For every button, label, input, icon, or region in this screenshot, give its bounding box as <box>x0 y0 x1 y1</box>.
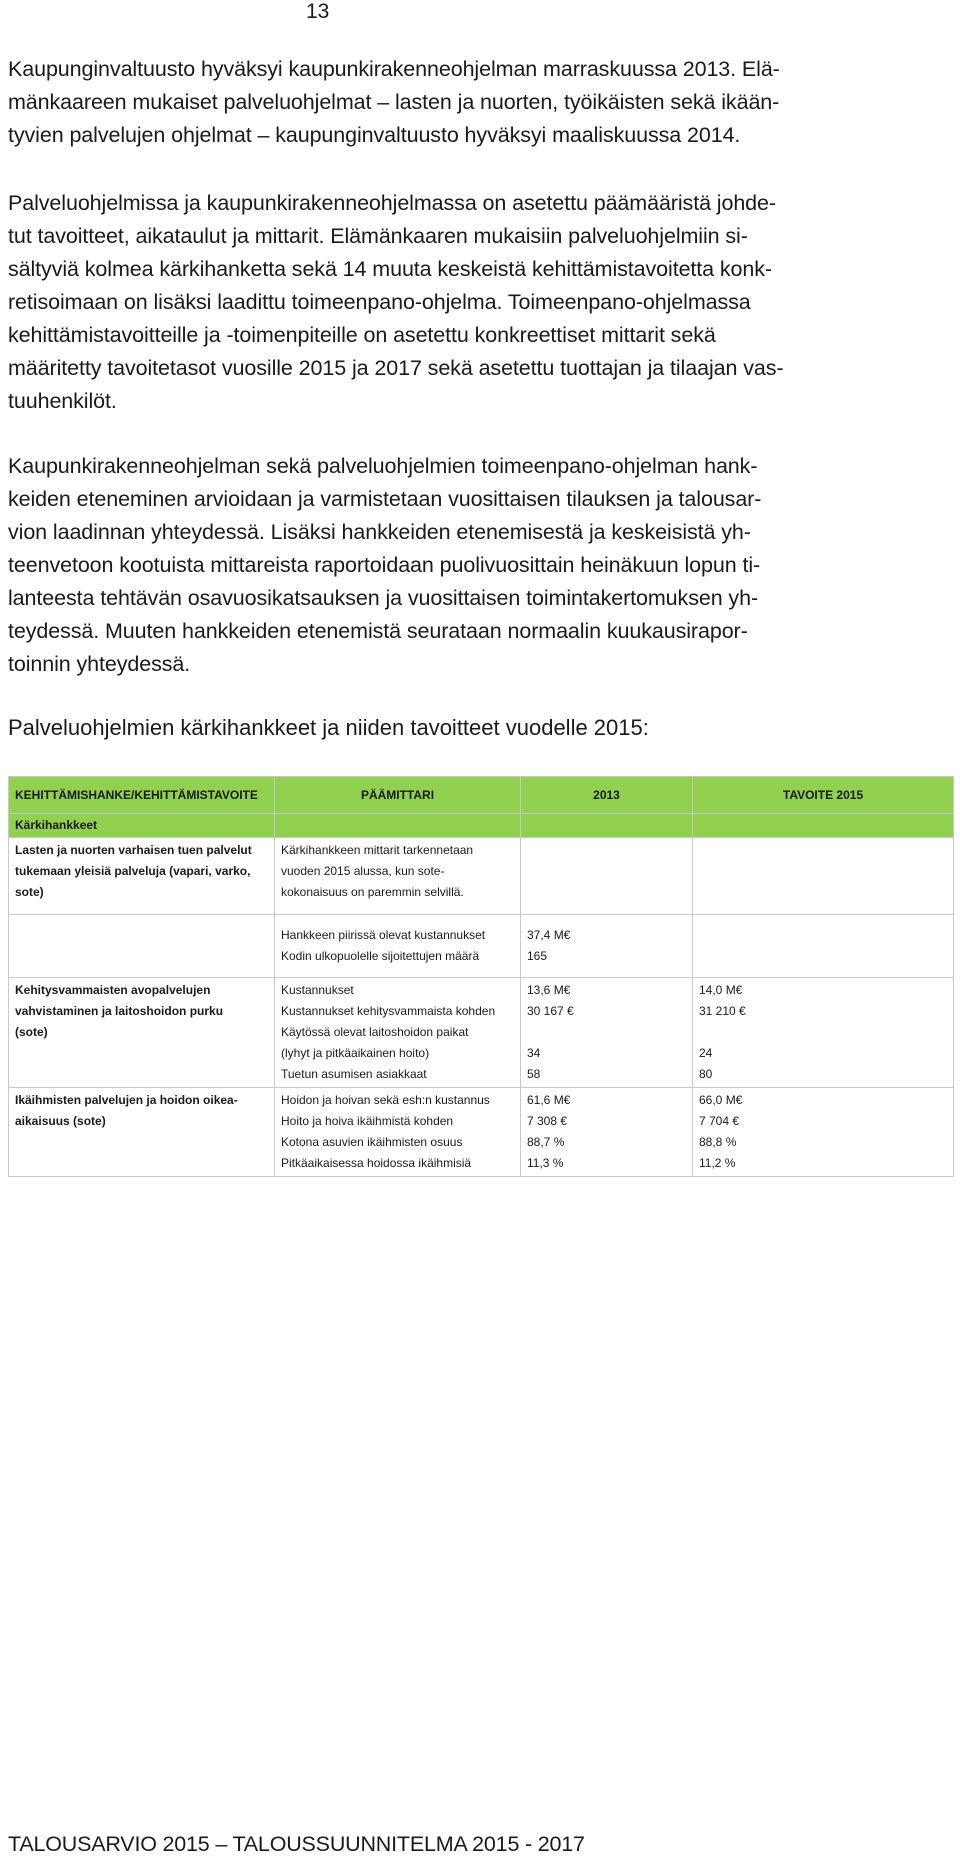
cell-line: vahvistaminen ja laitoshoidon purku <box>15 1004 224 1018</box>
cell-line: 88,7 % <box>527 1135 565 1149</box>
cell-line: Kotona asuvien ikäihmisten osuus <box>281 1135 463 1149</box>
cell-line: Hankkeen piirissä olevat kustannukset <box>281 928 486 942</box>
cell-line: 24 <box>699 1046 713 1060</box>
text-line: lanteesta tehtävän osavuosikatsauksen ja vuosittaisen toimintakertomuksen yh- <box>8 586 758 610</box>
paragraph-2 <box>8 187 898 418</box>
section-row <box>9 814 954 838</box>
table-cell-tavoite <box>693 1088 954 1177</box>
table-cell-hanke <box>9 1088 275 1177</box>
text-line: kehittämistavoitteille ja -toimenpiteille on asetettu konkreettiset mittarit sekä <box>8 323 716 347</box>
cell-line: sote) <box>15 885 44 899</box>
cell-line: 7 308 € <box>527 1114 568 1128</box>
cell-line: Kärkihankkeen mittarit tarkennetaan <box>281 843 474 857</box>
cell-line: vuoden 2015 alussa, kun sote- <box>281 864 445 878</box>
cell-line: 13,6 M€ <box>527 983 571 997</box>
text-line: teenvetoon kootuista mittareista raportoidaan puolivuosittain heinäkuun lopun ti- <box>8 553 761 577</box>
cell-line: kokonaisuus on paremmin selvillä. <box>281 885 464 899</box>
cell-line: Kustannukset <box>281 983 354 997</box>
table-cell-mittari <box>275 915 521 978</box>
cell-line: 11,2 % <box>699 1156 736 1170</box>
cell-line: Hoito ja hoiva ikäihmistä kohden <box>281 1114 454 1128</box>
section-label: Kärkihankkeet <box>9 814 275 838</box>
text-line: tut tavoitteet, aikataulut ja mittarit. Elämänkaaren mukaisiin palveluohjelmiin si- <box>8 224 748 248</box>
text-line: Kaupunginvaltuusto hyväksyi kaupunkirakenneohjelman marraskuussa 2013. Elä- <box>8 57 780 81</box>
header-tavoite-2015: TAVOITE 2015 <box>693 777 954 814</box>
table-cell-v2013 <box>521 838 693 915</box>
table-cell-v2013 <box>521 915 693 978</box>
table-cell-mittari <box>275 838 521 915</box>
cell-line: (lyhyt ja pitkäaikainen hoito) <box>281 1046 430 1060</box>
header-2013: 2013 <box>521 777 693 814</box>
table-cell-mittari <box>275 978 521 1088</box>
text-line: määritetty tavoitetasot vuosille 2015 ja 2017 sekä asetettu tuottajan ja tilaajan vas- <box>8 356 784 380</box>
cell-line: 7 704 € <box>699 1114 740 1128</box>
cell-line: 14,0 M€ <box>699 983 743 997</box>
cell-line: Lasten ja nuorten varhaisen tuen palvelut <box>15 843 252 857</box>
cell-line <box>527 1022 686 1043</box>
cell-line: Kodin ulkopuolelle sijoitettujen määrä <box>281 949 480 963</box>
text-line: Palveluohjelmissa ja kaupunkirakenneohjelmassa on asetettu päämääristä johde- <box>8 191 776 215</box>
text-line: tyvien palvelujen ohjelmat – kaupunginvaltuusto hyväksyi maaliskuussa 2014. <box>8 123 741 147</box>
cell-line: 34 <box>527 1046 541 1060</box>
table-cell-hanke <box>9 838 275 915</box>
cell-line <box>699 1022 947 1043</box>
cell-line: (sote) <box>15 1025 48 1039</box>
text-line: teydessä. Muuten hankkeiden etenemistä seurataan normaalin kuukausirapor- <box>8 619 748 643</box>
table-row <box>9 978 954 1088</box>
table-row <box>9 915 954 978</box>
table-cell-hanke <box>9 978 275 1088</box>
table-header-row <box>9 777 954 814</box>
table-caption: Palveluohjelmien kärkihankkeet ja niiden tavoitteet vuodelle 2015: <box>8 715 649 740</box>
text-line: retisoimaan on lisäksi laadittu toimeenpano-ohjelma. Toimeenpano-ohjelmassa <box>8 290 751 314</box>
paragraph-1 <box>8 53 898 152</box>
header-hanke: KEHITTÄMISHANKE/KEHITTÄMISTAVOITE <box>9 777 275 814</box>
cell-line: 37,4 M€ <box>527 928 571 942</box>
cell-line: Kehitysvammaisten avopalvelujen <box>15 983 211 997</box>
page-number: 13 <box>306 0 330 23</box>
cell-line: Tuetun asumisen asiakkaat <box>281 1067 427 1081</box>
cell-line: aikaisuus (sote) <box>15 1114 106 1128</box>
cell-line: Hoidon ja hoivan sekä esh:n kustannus <box>281 1093 490 1107</box>
table-cell-mittari <box>275 1088 521 1177</box>
cell-line: 80 <box>699 1067 713 1081</box>
table-row <box>9 838 954 915</box>
table-cell-tavoite <box>693 838 954 915</box>
table-row <box>9 1088 954 1177</box>
text-line: vion laadinnan yhteydessä. Lisäksi hankkeiden etenemisestä ja keskeisistä yh- <box>8 520 751 544</box>
text-line: toinnin yhteydessä. <box>8 652 191 676</box>
text-line: tuuhenkilöt. <box>8 389 117 413</box>
cell-line: 66,0 M€ <box>699 1093 743 1107</box>
text-line: sältyviä kolmea kärkihanketta sekä 14 muuta keskeistä kehittämistavoitetta konk- <box>8 257 772 281</box>
cell-line: Pitkäaikaisessa hoidossa ikäihmisiä <box>281 1156 472 1170</box>
page-footer: TALOUSARVIO 2015 – TALOUSSUUNNITELMA 2015 - 2017 <box>8 1832 585 1856</box>
table-cell-tavoite <box>693 915 954 978</box>
cell-line: 30 167 € <box>527 1004 574 1018</box>
cell-line: Kustannukset kehitysvammaista kohden <box>281 1004 496 1018</box>
cell-line: 11,3 % <box>527 1156 564 1170</box>
cell-line: 31 210 € <box>699 1004 746 1018</box>
cell-line: 58 <box>527 1067 541 1081</box>
cell-line: 165 <box>527 949 548 963</box>
text-line: mänkaareen mukaiset palveluohjelmat – lasten ja nuorten, työikäisten sekä ikään- <box>8 90 780 114</box>
table-cell-hanke <box>9 915 275 978</box>
cell-line: 61,6 M€ <box>527 1093 571 1107</box>
text-line: Kaupunkirakenneohjelman sekä palveluohjelmien toimeenpano-ohjelman hank- <box>8 454 758 478</box>
cell-line: 88,8 % <box>699 1135 737 1149</box>
text-line: keiden eteneminen arvioidaan ja varmistetaan vuosittaisen tilauksen ja talousar- <box>8 487 762 511</box>
cell-line: Ikäihmisten palvelujen ja hoidon oikea- <box>15 1093 238 1107</box>
header-paamittari: PÄÄMITTARI <box>275 777 521 814</box>
cell-line: tukemaan yleisiä palveluja (vapari, varko, <box>15 864 251 878</box>
paragraph-3 <box>8 450 898 681</box>
cell-line: Käytössä olevat laitoshoidon paikat <box>281 1025 469 1039</box>
table-cell-tavoite <box>693 978 954 1088</box>
program-table <box>8 776 954 1177</box>
table-cell-v2013 <box>521 1088 693 1177</box>
table-cell-v2013 <box>521 978 693 1088</box>
